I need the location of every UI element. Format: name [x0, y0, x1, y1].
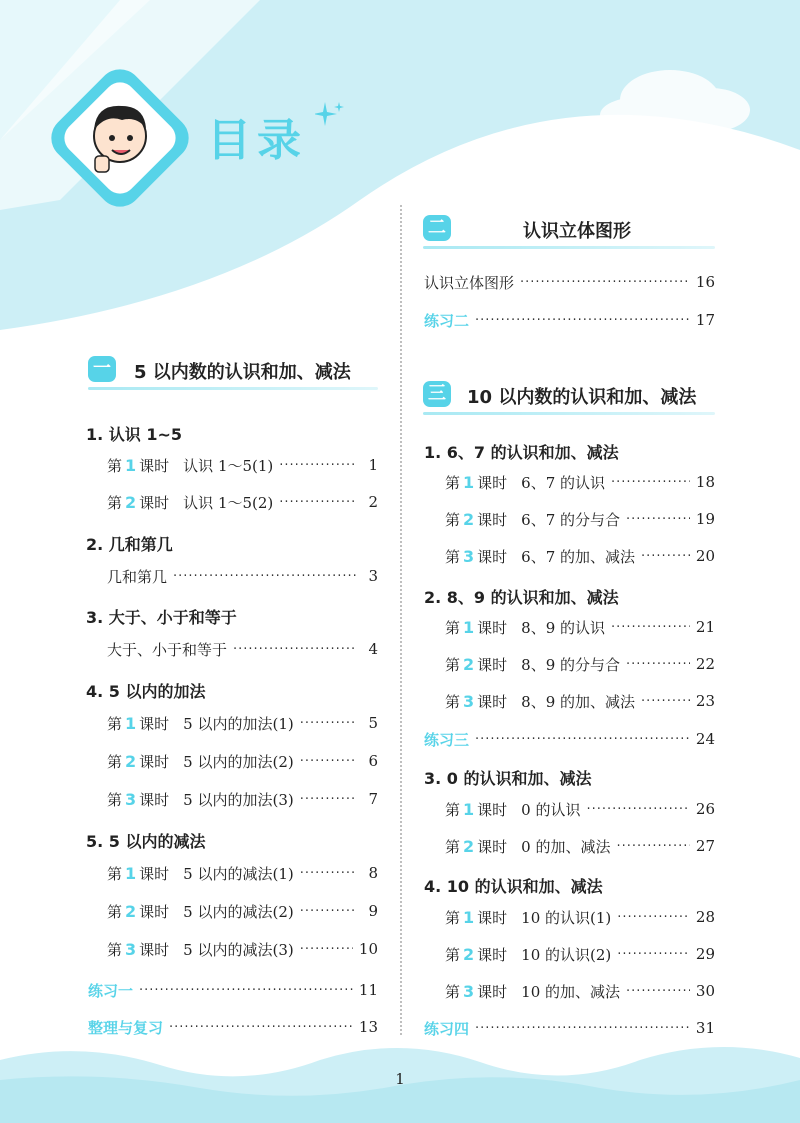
toc-entry[interactable]: 大于、小于和等于 ····· 4: [107, 637, 378, 661]
unit-title: 4. 5 以内的加法: [86, 682, 206, 701]
toc-entry[interactable]: 第 2 课时 5 以内的加法(2) ····· 6: [107, 749, 378, 773]
section-3-header: [423, 381, 715, 415]
unit-title: 1. 认识 1~5: [86, 425, 183, 444]
section-title: 10 以内数的认识和加、减法: [467, 387, 697, 408]
toc-entry[interactable]: 第 2 课时 10 的认识(2) ····· 29: [445, 942, 715, 966]
unit-title: 2. 8、9 的认识和加、减法: [424, 588, 619, 607]
toc-entry[interactable]: 第 1 课时 10 的认识(1) ····· 28: [445, 905, 715, 929]
section-badge: 三: [428, 383, 446, 404]
toc-entry[interactable]: 第 2 课时 8、9 的分与合 ····· 22: [445, 652, 715, 676]
exercise-entry[interactable]: 练习三 ····· 24: [424, 727, 715, 751]
section-title: 认识立体图形: [523, 221, 631, 242]
toc-entry[interactable]: 第 1 课时 5 以内的加法(1) ····· 5: [107, 711, 378, 735]
toc-entry[interactable]: 几和第几 ····· 3: [107, 564, 378, 588]
unit-title: 2. 几和第几: [86, 535, 173, 554]
toc-entry[interactable]: 第 1 课时 8、9 的认识 ····· 21: [445, 615, 715, 639]
exercise-entry[interactable]: 练习一 ····· 11: [88, 978, 378, 1002]
sparkle-icon: [315, 100, 345, 130]
toc-entry[interactable]: 第 1 课时 认识 1～5(1) ····· 1: [107, 453, 378, 477]
section-2-header: [423, 215, 715, 249]
toc-entry[interactable]: 第 3 课时 6、7 的加、减法 ····· 20: [445, 544, 715, 568]
column-divider: [400, 205, 402, 1035]
page-title: 目录: [207, 115, 307, 166]
toc-entry[interactable]: 第 3 课时 5 以内的减法(3) ····· 10: [107, 937, 378, 961]
toc-entry[interactable]: 第 3 课时 5 以内的加法(3) ····· 7: [107, 787, 378, 811]
toc-entry[interactable]: 第 2 课时 5 以内的减法(2) ····· 9: [107, 899, 378, 923]
section-1-header: [88, 356, 378, 390]
unit-title: 4. 10 的认识和加、减法: [424, 877, 603, 896]
mascot-logo: [40, 68, 200, 218]
toc-entry[interactable]: 第 2 课时 6、7 的分与合 ····· 19: [445, 507, 715, 531]
toc-entry[interactable]: 第 1 课时 0 的认识 ····· 26: [445, 797, 715, 821]
toc-entry[interactable]: 认识立体图形 ····· 16: [424, 270, 715, 294]
page-number: 1: [395, 1070, 405, 1088]
review-entry[interactable]: 整理与复习 ····· 13: [88, 1015, 378, 1039]
section-badge: 二: [428, 217, 446, 238]
toc-entry[interactable]: 第 3 课时 10 的加、减法 ····· 30: [445, 979, 715, 1003]
exercise-entry[interactable]: 练习二 ····· 17: [424, 308, 715, 332]
toc-entry[interactable]: 第 2 课时 0 的加、减法 ····· 27: [445, 834, 715, 858]
unit-title: 1. 6、7 的认识和加、减法: [424, 443, 619, 462]
toc-entry[interactable]: 第 3 课时 8、9 的加、减法 ····· 23: [445, 689, 715, 713]
toc-entry[interactable]: 第 2 课时 认识 1～5(2) ····· 2: [107, 490, 378, 514]
toc-entry[interactable]: 第 1 课时 5 以内的减法(1) ····· 8: [107, 861, 378, 885]
section-title: 5 以内数的认识和加、减法: [134, 362, 351, 383]
exercise-entry[interactable]: 练习四 ····· 31: [424, 1016, 715, 1040]
toc-entry[interactable]: 第 1 课时 6、7 的认识 ····· 18: [445, 470, 715, 494]
unit-title: 3. 大于、小于和等于: [86, 608, 237, 627]
unit-title: 3. 0 的认识和加、减法: [424, 769, 592, 788]
section-badge: 一: [93, 358, 111, 379]
unit-title: 5. 5 以内的减法: [86, 832, 206, 851]
